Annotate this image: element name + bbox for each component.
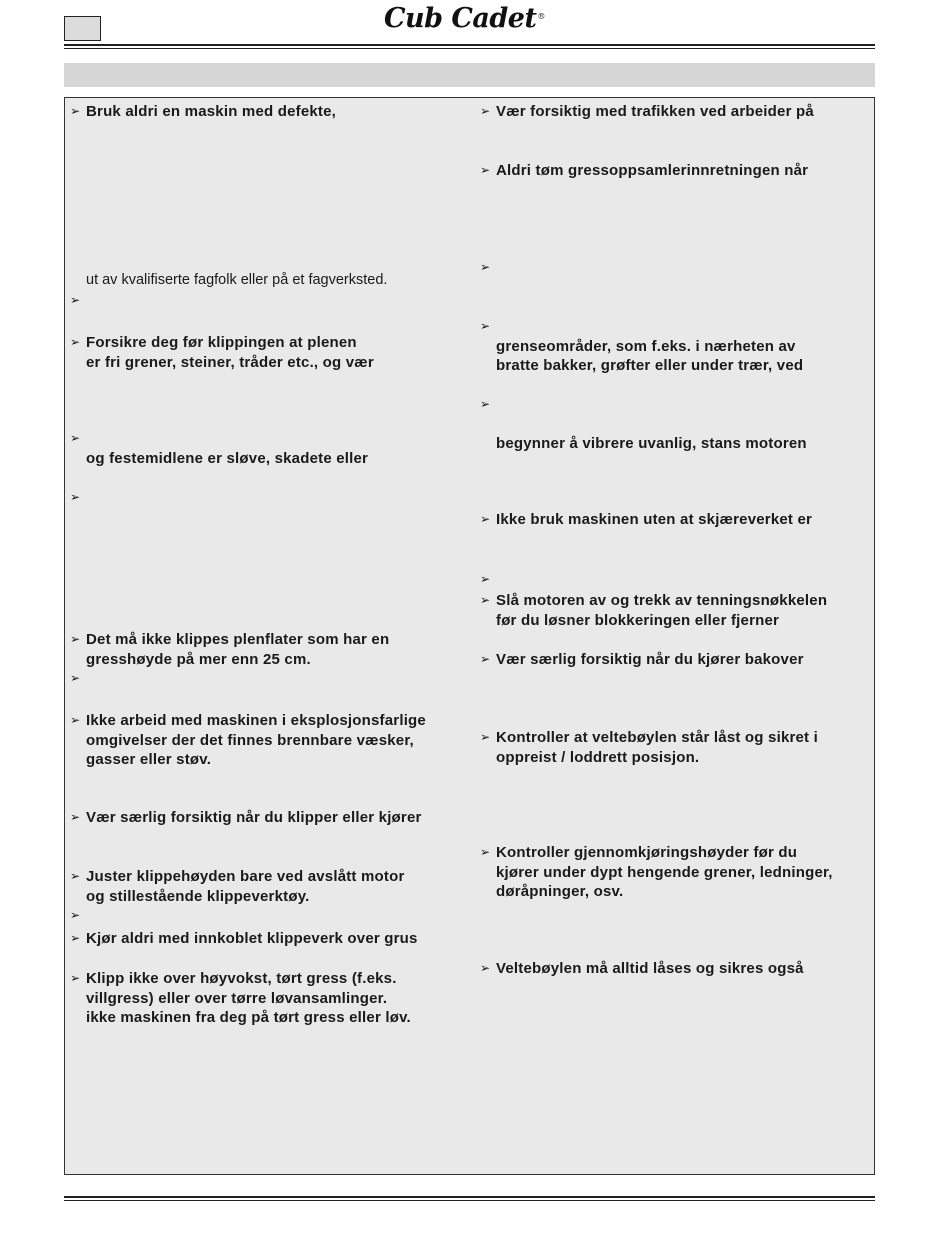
bullet-arrow-icon: ➢: [480, 961, 491, 975]
bullet-arrow-icon: ➢: [480, 163, 491, 177]
header-rule-thick: [64, 44, 875, 46]
left-instruction-line: Bruk aldri en maskin med defekte,: [86, 103, 337, 120]
bullet-arrow-icon: ➢: [480, 104, 491, 118]
left-instruction-line: er fri grener, steiner, tråder etc., og vær: [86, 353, 374, 371]
right-instruction-line: bratte bakker, grøfter eller under trær, ved: [496, 357, 804, 374]
registered-mark: ®: [537, 12, 545, 21]
left-instruction-line: og stillestående klippeverktøy.: [86, 887, 310, 905]
right-instruction-line: kjører under dypt hengende grener, ledninger,: [496, 863, 833, 881]
bullet-arrow-icon: ➢: [70, 869, 81, 883]
bullet-arrow-icon: ➢: [70, 104, 81, 118]
bullet-arrow-icon: ➢: [70, 908, 81, 922]
left-instruction-line: ut av kvalifiserte fagfolk eller på et fagverksted.: [86, 272, 388, 288]
left-instruction-line: villgress) eller over tørre løvansamlinger.: [86, 989, 388, 1007]
footer-rule-thick: [64, 1196, 875, 1198]
cub-cadet-logo: [384, 4, 559, 34]
left-instruction-line: ikke maskinen fra deg på tørt gress eller løv.: [86, 1009, 411, 1026]
bullet-arrow-icon: ➢: [480, 512, 491, 526]
brand-name: Cub Cadet: [384, 3, 537, 34]
left-instruction-line: gasser eller støv.: [86, 751, 212, 768]
bullet-arrow-icon: ➢: [70, 671, 81, 685]
right-instruction-line: oppreist / loddrett posisjon.: [496, 748, 700, 766]
left-instruction-line: Vær særlig forsiktig når du klipper eller kjører: [86, 809, 422, 826]
left-instruction-line: Forsikre deg før klippingen at plenen: [86, 334, 357, 351]
bullet-arrow-icon: ➢: [70, 931, 81, 945]
right-instruction-line: Slå motoren av og trekk av tenningsnøkkelen: [496, 592, 828, 609]
bullet-arrow-icon: ➢: [480, 319, 491, 333]
section-title-band: [64, 63, 875, 87]
left-instruction-line: Kjør aldri med innkoblet klippeverk over grus: [86, 930, 418, 947]
right-instruction-line: før du løsner blokkeringen eller fjerner: [496, 611, 780, 629]
right-instruction-line: Ikke bruk maskinen uten at skjæreverket er: [496, 511, 813, 528]
bullet-arrow-icon: ➢: [70, 810, 81, 824]
bullet-arrow-icon: ➢: [70, 971, 81, 985]
bullet-arrow-icon: ➢: [480, 260, 491, 274]
page-number-box: [64, 16, 101, 41]
right-instruction-line: Kontroller at veltebøylen står låst og sikret i: [496, 729, 818, 746]
bullet-arrow-icon: ➢: [70, 632, 81, 646]
right-instruction-line: grenseområder, som f.eks. i nærheten av: [496, 337, 796, 355]
header-rule-thin: [64, 48, 875, 49]
right-instruction-line: Veltebøylen må alltid låses og sikres også: [496, 960, 804, 977]
safety-content-panel: [64, 97, 875, 1175]
left-instruction-line: Juster klippehøyden bare ved avslått motor: [86, 868, 405, 885]
bullet-arrow-icon: ➢: [480, 652, 491, 666]
left-instruction-line: og festemidlene er sløve, skadete eller: [86, 449, 369, 467]
bullet-arrow-icon: ➢: [70, 490, 81, 504]
bullet-arrow-icon: ➢: [70, 293, 81, 307]
right-instruction-line: Vær forsiktig med trafikken ved arbeider på: [496, 103, 814, 120]
left-instruction-line: Det må ikke klippes plenflater som har en: [86, 631, 390, 648]
left-instruction-line: omgivelser der det finnes brennbare væsker,: [86, 731, 414, 749]
bullet-arrow-icon: ➢: [480, 730, 491, 744]
bullet-arrow-icon: ➢: [70, 431, 81, 445]
bullet-arrow-icon: ➢: [480, 593, 491, 607]
bullet-arrow-icon: ➢: [480, 397, 491, 411]
left-instruction-line: Ikke arbeid med maskinen i eksplosjonsfarlige: [86, 712, 426, 729]
right-instruction-line: Aldri tøm gressoppsamlerinnretningen når: [496, 162, 809, 179]
bullet-arrow-icon: ➢: [70, 713, 81, 727]
bullet-arrow-icon: ➢: [480, 572, 491, 586]
footer-rule-thin: [64, 1200, 875, 1201]
right-instruction-line: døråpninger, osv.: [496, 883, 624, 900]
left-instruction-line: gresshøyde på mer enn 25 cm.: [86, 650, 311, 668]
right-instruction-line: Kontroller gjennomkjøringshøyder før du: [496, 844, 798, 861]
right-instruction-line: begynner å vibrere uvanlig, stans motoren: [496, 435, 807, 452]
left-instruction-line: Klipp ikke over høyvokst, tørt gress (f.eks.: [86, 970, 397, 987]
bullet-arrow-icon: ➢: [480, 845, 491, 859]
right-instruction-line: Vær særlig forsiktig når du kjører bakover: [496, 651, 804, 668]
bullet-arrow-icon: ➢: [70, 335, 81, 349]
